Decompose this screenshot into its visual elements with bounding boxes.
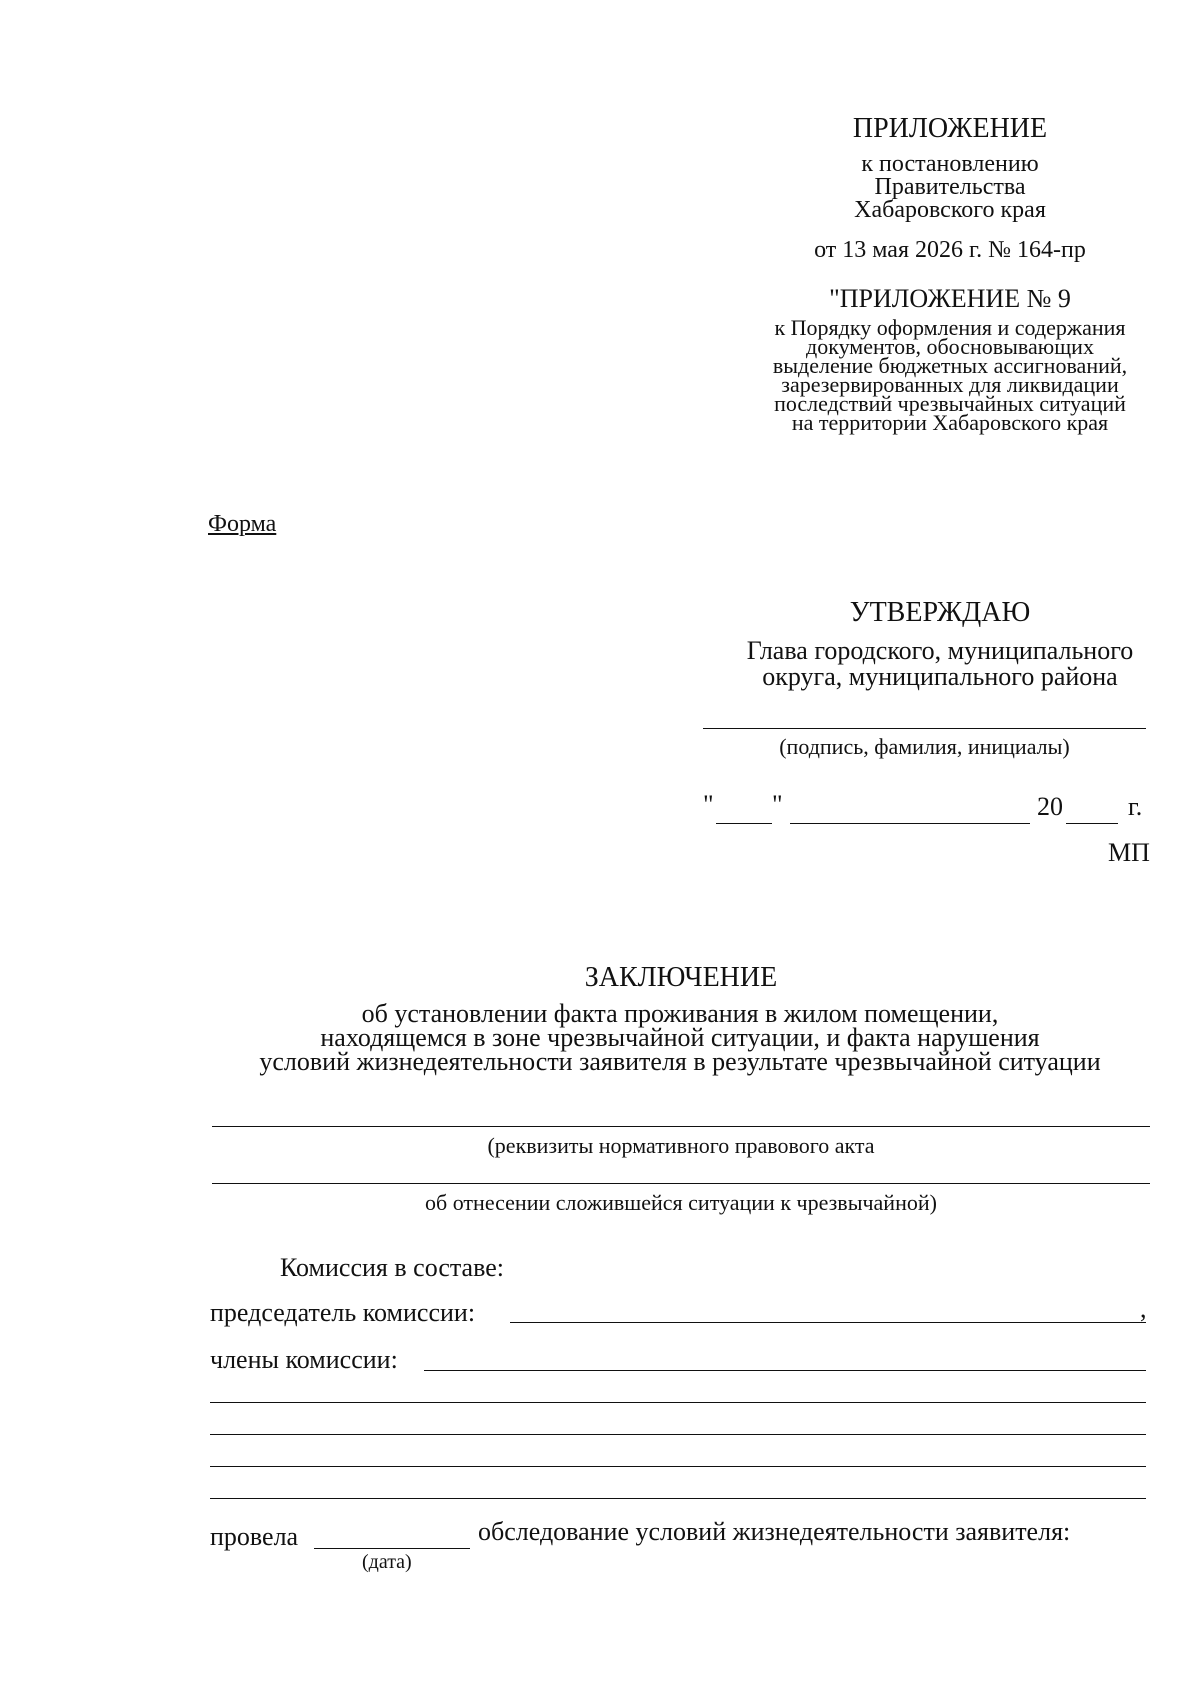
stamp-place: МП [1108,838,1150,867]
appendix-title: ПРИЛОЖЕНИЕ [852,113,1048,144]
appendix-recipient [700,153,1200,222]
month-field[interactable] [790,823,1030,824]
appendix-date-number: от 13 мая 2026 г. № 164-пр [814,237,1086,263]
approval-line: округа, муниципального района [762,662,1118,691]
appendix9-line: выделение бюджетных ассигнований, [772,353,1128,378]
appendix9-line: к Порядку оформления и содержания [774,315,1126,340]
conclusion-line: находящемся в зоне чрезвычайной ситуации, и факта нарушения [320,1023,1040,1052]
conducted-label: провела [210,1522,299,1551]
signature-line[interactable] [703,728,1146,729]
appendix9-description [680,315,1200,435]
appendix-line: Хабаровского края [854,197,1046,223]
conclusion-subject [180,999,1180,1076]
chairman-field[interactable] [510,1322,1146,1323]
appendix9-line: последствий чрезвычайных ситуаций [774,391,1126,416]
legal-act-caption-2: об отнесении сложившейся ситуации к чрезвычайной) [425,1190,937,1215]
members-field-1[interactable] [424,1370,1146,1371]
appendix9-line: на территории Хабаровского края [791,410,1109,435]
appendix-line: Правительства [874,174,1026,200]
members-field-3[interactable] [210,1434,1146,1435]
appendix-line: к постановлению [861,151,1039,177]
members-field-2[interactable] [210,1402,1146,1403]
commission-intro: Комиссия в составе: [280,1253,504,1282]
year-prefix: 20 [1037,792,1063,821]
members-field-4[interactable] [210,1466,1146,1467]
form-label: Форма [208,511,277,537]
legal-act-line-1[interactable] [212,1126,1150,1127]
quote-open: " [703,790,714,819]
appendix9-line: зарезервированных для ликвидации [781,372,1119,397]
approval-title: УТВЕРЖДАЮ [849,597,1031,628]
approval-position [660,638,1200,690]
chairman-comma: , [1140,1294,1147,1323]
conclusion-line: условий жизнедеятельности заявителя в результате чрезвычайной ситуации [259,1047,1101,1076]
year-field[interactable] [1066,823,1118,824]
legal-act-caption-1: (реквизиты нормативного правового акта [487,1133,875,1158]
members-label: члены комиссии: [210,1345,398,1374]
conclusion-line: об установлении факта проживания в жилом помещении, [361,999,999,1028]
members-field-5[interactable] [210,1498,1146,1499]
signature-caption: (подпись, фамилия, инициалы) [779,734,1070,759]
survey-date-caption: (дата) [362,1551,412,1573]
quote-close: " [772,790,783,819]
appendix9-line: документов, обосновывающих [806,334,1094,359]
conclusion-title: ЗАКЛЮЧЕНИЕ [584,962,778,993]
appendix9-title: "ПРИЛОЖЕНИЕ № 9 [829,284,1071,313]
year-suffix: г. [1128,792,1143,821]
legal-act-line-2[interactable] [212,1183,1150,1184]
approval-line: Глава городского, муниципального [746,636,1134,665]
day-field[interactable] [716,823,772,824]
chairman-label: председатель комиссии: [210,1298,476,1327]
survey-date-field[interactable] [314,1548,470,1549]
conducted-text: обследование условий жизнедеятельности заявителя: [478,1517,1071,1546]
